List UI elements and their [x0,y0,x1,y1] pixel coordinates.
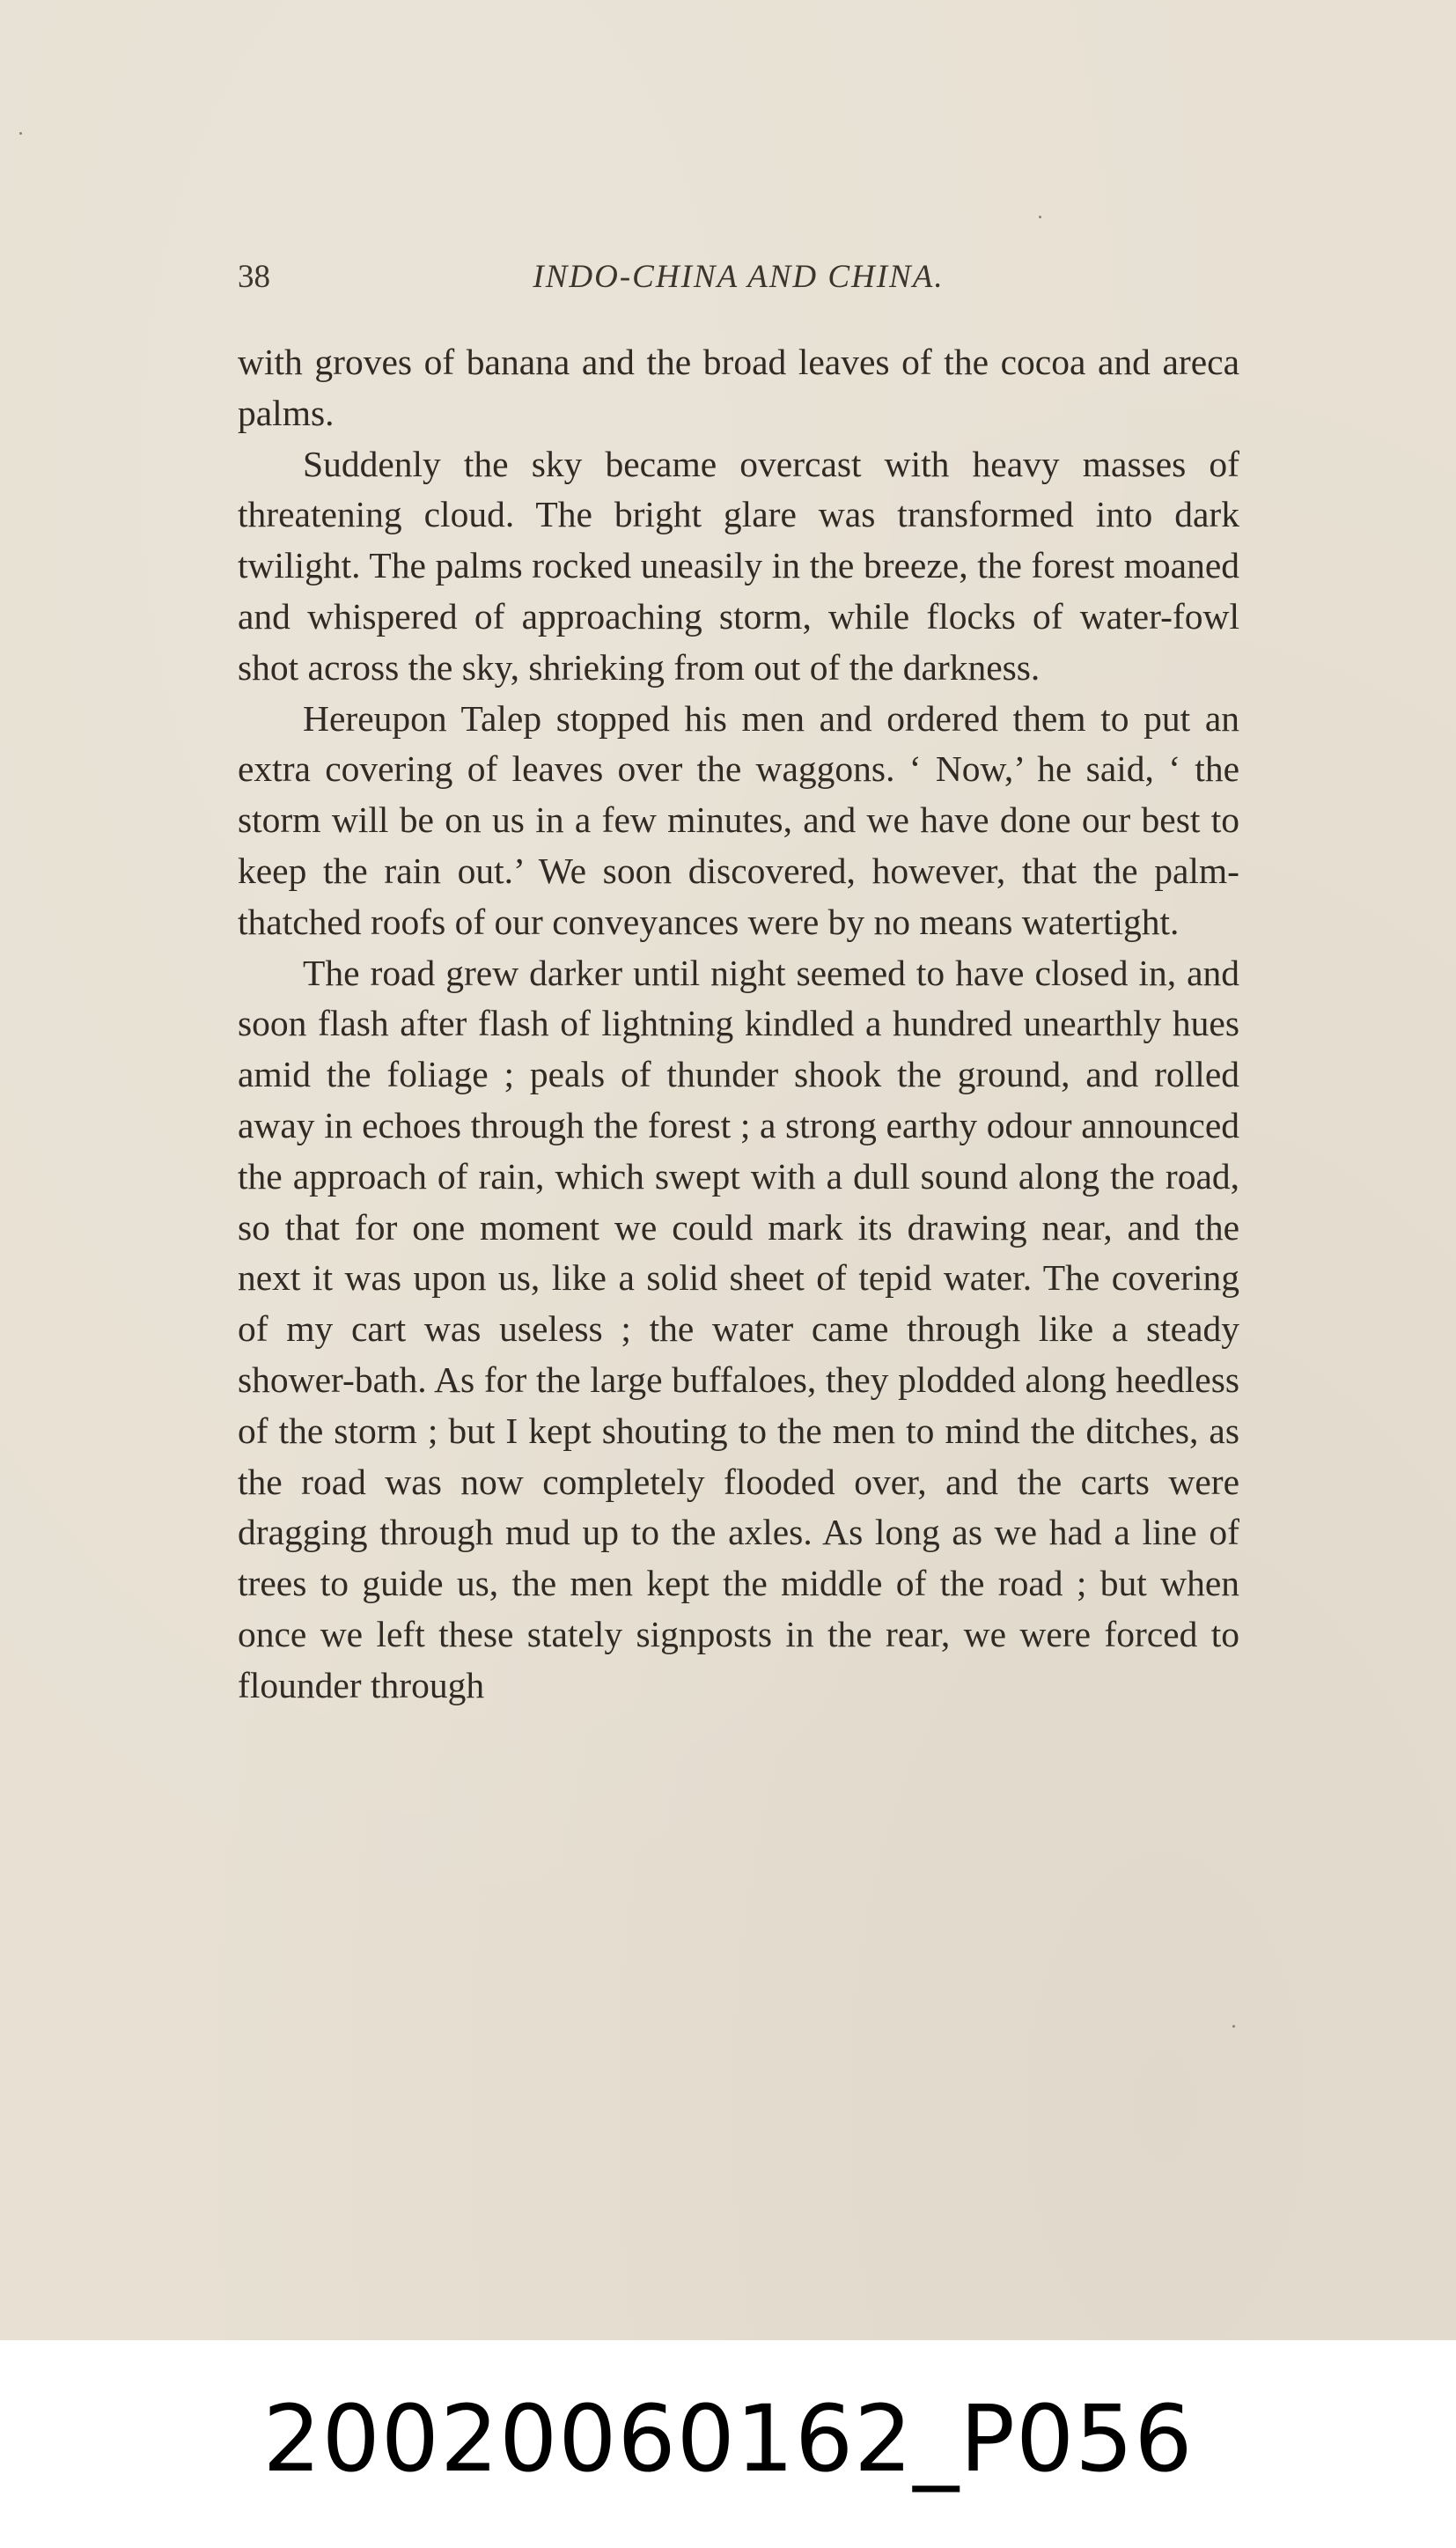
running-title: INDO-CHINA AND CHINA. [533,259,945,295]
page-number: 38 [238,259,270,295]
paragraph: The road grew darker until night seemed to have closed in, and soon flash after flash of lightning kindled a hundred unearthly hues amid the foliage ; peals of thunder shook the ground, and rolled away in echoes through the forest ; a strong earthy odour announced the approach of rain, which swept with a dull sound along the road, so that for one moment we could mark its drawing near, and the next it was upon us, like a solid sheet of tepid water. The covering of my cart was useless ; the water came through like a steady shower-bath. As for the large buffaloes, they plodded along heedless of the storm ; but I kept shouting to the men to mind the ditches, as the road was now completely flooded over, and the carts were dragging through mud up to the axles. As long as we had a line of trees to guide us, the men kept the middle of the road ; but when once we left these stately signposts in the rear, we were forced to flounder through [238,952,1239,1705]
paragraph: with groves of banana and the broad leaves of the cocoa and areca palms. [238,342,1239,433]
paper-speck [19,132,22,135]
image-id-caption: 20020060162_P056 [262,2385,1194,2493]
paper-speck [1232,2025,1235,2028]
paper-speck [1039,216,1041,218]
body-text [238,337,1239,1712]
paragraph: Hereupon Talep stopped his men and ordered them to put an extra covering of leaves over the waggons. ‘ Now,’ he said, ‘ the storm will be on us in a few minutes, and we have done our best to keep the rain out.’ We soon discovered, however, that the palm-thatched roofs of our conveyances were by no means watertight. [238,697,1239,942]
paragraph: Suddenly the sky became overcast with heavy masses of threatening cloud. The bright glare was transformed into dark twilight. The palms rocked uneasily in the breeze, the forest moaned and whispered of approaching storm, while flocks of water-fowl shot across the sky, shrieking from out of the darkness. [238,443,1239,688]
running-head [238,258,1239,302]
